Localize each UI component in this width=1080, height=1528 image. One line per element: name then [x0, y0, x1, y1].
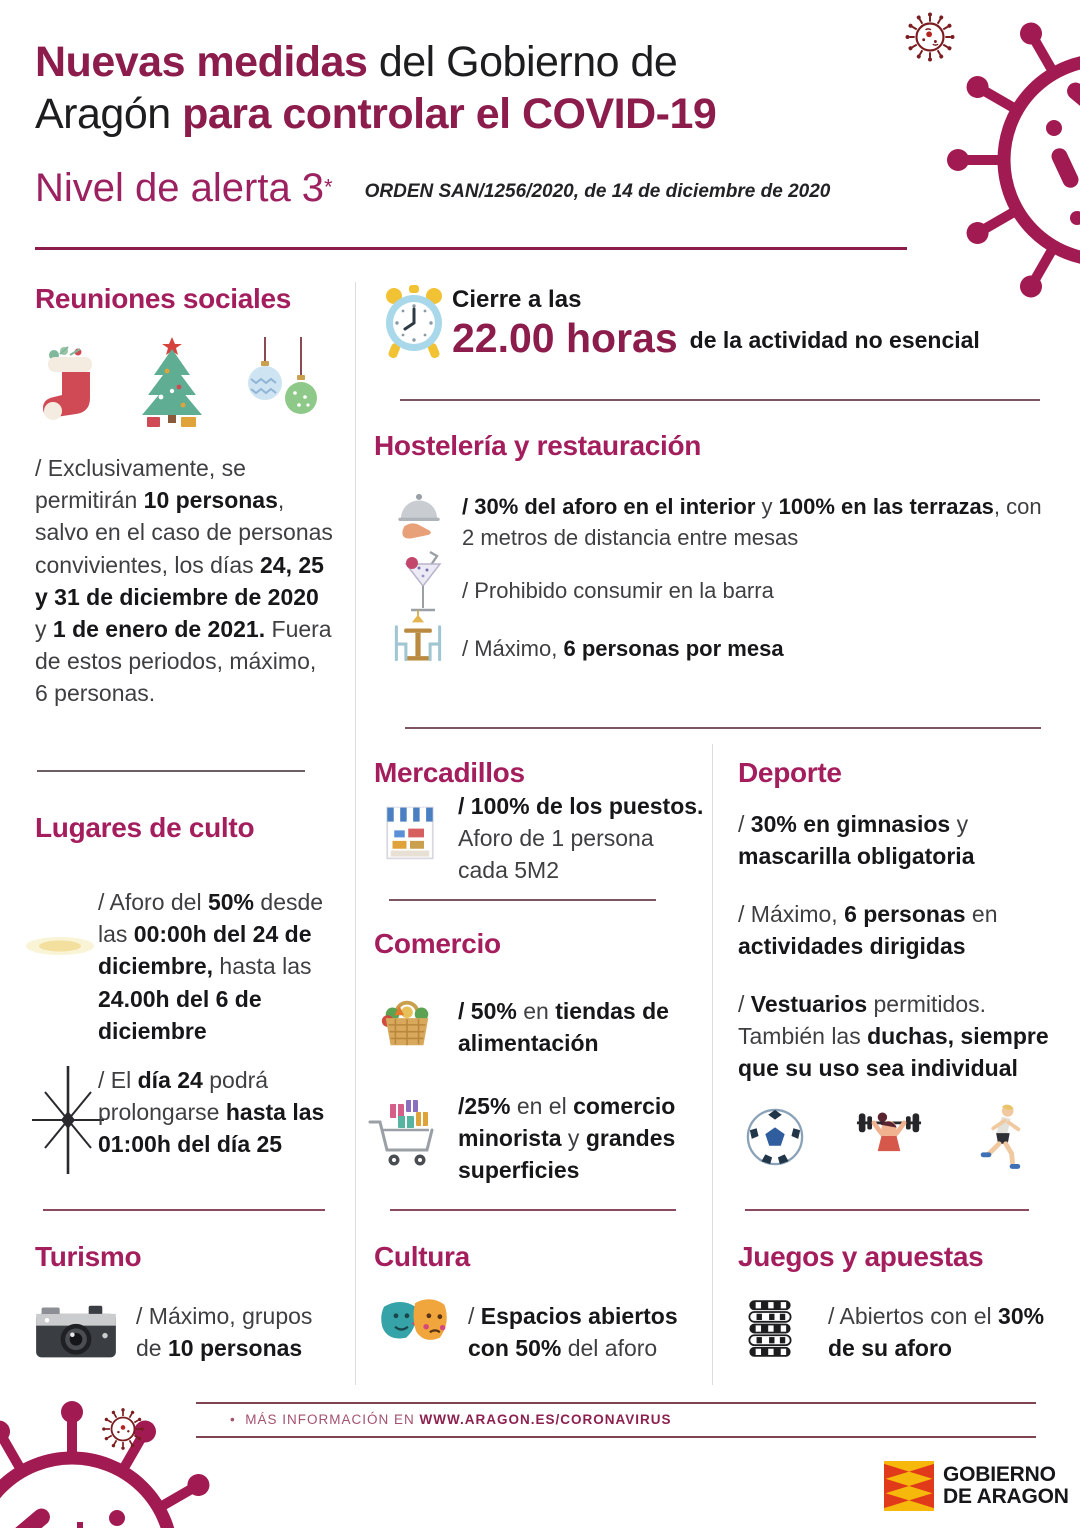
header-divider [35, 247, 907, 250]
alert-level: Nivel de alerta 3* [35, 166, 333, 210]
deporte-item: / 30% en gimnasios y mascarilla obligatoria [738, 811, 975, 870]
deporte-item: / Máximo, 6 personas en actividades dirigidas [738, 901, 998, 960]
logo-line2: DE ARAGON [943, 1485, 1069, 1508]
poker-chips-icon [744, 1298, 796, 1360]
divider [196, 1436, 1036, 1438]
section-heading-turismo: Turismo [35, 1241, 142, 1272]
divider [745, 1209, 1029, 1211]
bethlehem-star-icon [28, 1064, 108, 1176]
page-title-line2: Aragón para controlar el COVID-19 [35, 90, 717, 139]
christmas-icons-row [40, 335, 322, 429]
table-chairs-icon [386, 608, 450, 668]
footer-url: WWW.ARAGON.ES/CORONAVIRUS [419, 1412, 672, 1427]
christmas-stocking-icon [40, 343, 102, 429]
order-reference: ORDEN SAN/1256/2020, de 14 de diciembre de 2020 [364, 181, 831, 202]
candle-glow-icon [24, 926, 96, 966]
section-heading-hosteleria: Hostelería y restauración [374, 430, 702, 461]
sport-icons-row [745, 1103, 1027, 1171]
page-title-line1: Nuevas medidas del Gobierno de [35, 38, 678, 86]
coronavirus-small-icon [903, 10, 957, 64]
coronavirus-small-icon [100, 1406, 146, 1452]
soccer-ball-icon [745, 1107, 805, 1167]
alarm-clock-icon [378, 283, 450, 361]
column-divider [712, 744, 713, 1385]
section-heading-lugares-culto: Lugares de culto [35, 812, 255, 843]
divider [390, 1209, 676, 1211]
comercio-item: / 50% en tiendas de alimentación [458, 998, 669, 1057]
divider [37, 770, 305, 772]
footer-info-prefix: MÁS INFORMACIÓN EN [245, 1412, 420, 1427]
christmas-baubles-icon [242, 335, 322, 429]
lugares-culto-item: / Aforo del 50% desde las 00:00h del 24 de diciembre, hasta las 24.00h del 6 de diciembre [98, 889, 324, 1044]
aragon-flag-icon [884, 1461, 934, 1511]
gobierno-aragon-logo [884, 1461, 1069, 1511]
page-title [35, 36, 895, 141]
cultura-item: / Espacios abiertos con 50% del aforo [468, 1303, 678, 1362]
closure-time: 22.00 horas [452, 315, 678, 361]
closure-banner [452, 286, 980, 359]
deporte-item: / Vestuarios permitidos. También las duchas, siempre que su uso sea individual [738, 991, 1049, 1082]
christmas-tree-icon [131, 335, 213, 429]
hosteleria-item: / 30% del aforo en el interior y 100% en las terrazas, con 2 metros de distancia entre mesas [462, 494, 1042, 550]
section-heading-deporte: Deporte [738, 757, 842, 788]
hosteleria-item: / Prohibido consumir en la barra [462, 578, 774, 603]
divider [389, 899, 656, 901]
market-stall-icon [382, 804, 438, 862]
comercio-item: /25% en el comercio minorista y grandes superficies [458, 1093, 676, 1184]
weightlifting-icon [850, 1104, 928, 1170]
section-heading-mercadillos: Mercadillos [374, 757, 525, 788]
alert-row [35, 166, 830, 211]
grocery-basket-icon [378, 992, 436, 1052]
bullet: • [230, 1412, 236, 1427]
coronavirus-large-icon [944, 0, 1080, 320]
divider [196, 1402, 1036, 1404]
section-heading-comercio: Comercio [374, 928, 501, 959]
section-heading-juegos: Juegos y apuestas [738, 1241, 984, 1272]
footer-info [230, 1412, 672, 1427]
theater-masks-icon [376, 1292, 458, 1356]
hosteleria-item: / Máximo, 6 personas por mesa [462, 636, 784, 661]
reuniones-body: / Exclusivamente, se permitirán 10 personas, salvo en el caso de personas convivientes, los días 24, 25 y 31 de diciembre de 2020 y 1 de enero de 2021. Fuera de estos periodos, máximo, 6 personas. [35, 455, 333, 707]
closure-rest: de la actividad no esencial [689, 327, 980, 353]
camera-icon [34, 1303, 118, 1361]
mercadillos-item: / 100% de los puestos. Aforo de 1 persona cada 5M2 [458, 793, 704, 884]
section-heading-cultura: Cultura [374, 1241, 470, 1272]
turismo-item: / Máximo, grupos de 10 personas [136, 1303, 313, 1362]
closure-lead: Cierre a las [452, 286, 582, 313]
juegos-item: / Abiertos con el 30% de su aforo [828, 1303, 1045, 1362]
section-heading-reuniones: Reuniones sociales [35, 283, 292, 314]
divider [43, 1209, 325, 1211]
shopping-cart-icon [366, 1096, 440, 1170]
lugares-culto-item: / El día 24 podrá prolongarse hasta las 01:00h del día 25 [98, 1067, 325, 1158]
running-icon [973, 1103, 1027, 1171]
divider [400, 399, 1040, 401]
serving-cloche-icon [394, 490, 444, 540]
divider [405, 727, 1041, 729]
logo-line1: GOBIERNO [943, 1462, 1056, 1486]
column-divider [355, 282, 356, 1385]
logo-text [943, 1464, 1069, 1508]
